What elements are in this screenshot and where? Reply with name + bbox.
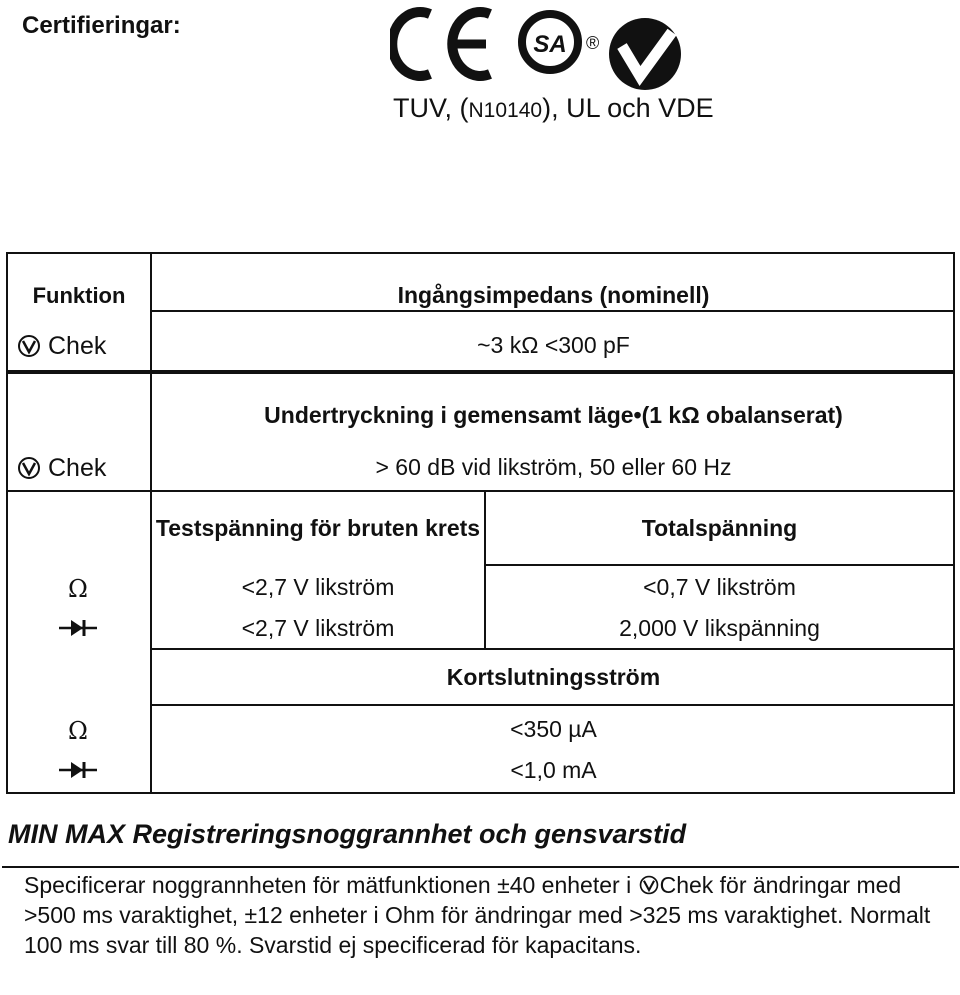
diode-total-value: 2,000 V likspänning [619, 615, 820, 642]
csa-mark-text: SA [533, 31, 567, 58]
short-circuit-header: Kortslutningsström [446, 664, 661, 691]
ohm-open-circuit-value: <2,7 V likström [241, 574, 395, 601]
function-header: Funktion [32, 282, 126, 308]
ohm-icon: Ω [68, 717, 88, 746]
diode-icon-cell [48, 610, 108, 646]
vchek-function-cell [8, 324, 150, 368]
diode-icon [57, 759, 99, 781]
registered-icon: ® [586, 33, 600, 53]
input-impedance-table [6, 252, 955, 372]
certifications-text: TUV, (N10140), UL och VDE [393, 93, 714, 123]
vchek-icon [16, 333, 42, 359]
minmax-paragraph: Specificerar noggrannheten för mätfunktionen ±40 enheter i Chek för ändringar med >500 ms varaktighet, ±12 enheter i Ohm för ändringar med >325 ms varaktighet. Normalt 100 ms svar till 80 %. Svarstid ej specificerad för kapacitans. [24, 872, 931, 958]
ohm-short-circuit-value: <350 µA [510, 716, 597, 743]
rejection-value: > 60 dB vid likström, 50 eller 60 Hz [375, 454, 732, 481]
ce-mark-icon [392, 12, 490, 76]
rejection-test-table [6, 372, 955, 794]
diode-open-circuit-value: <2,7 V likström [241, 615, 395, 642]
open-circuit-header: Testspänning för bruten krets [155, 515, 481, 542]
impedance-header: Ingångsimpedans (nominell) [397, 282, 710, 309]
minmax-title: MIN MAX Registreringsnoggrannhet och gensvarstid [8, 819, 687, 849]
vchek-function-cell-2 [8, 446, 150, 490]
csa-mark-icon [522, 14, 578, 70]
c-tick-mark-icon [609, 18, 681, 90]
diode-icon-cell-2 [48, 752, 108, 788]
ohm-total-value: <0,7 V likström [643, 574, 796, 601]
diode-icon [57, 617, 99, 639]
vchek-label-2: Chek [48, 453, 107, 482]
diode-short-circuit-value: <1,0 mA [510, 757, 597, 784]
vchek-icon [638, 874, 660, 896]
rejection-header: Undertryckning i gemensamt läge•(1 kΩ obalanserat) [264, 402, 843, 429]
impedance-value: ~3 kΩ <300 pF [477, 332, 630, 359]
vchek-icon [16, 455, 42, 481]
certifications-label: Certifieringar: [22, 12, 181, 39]
ohm-icon: Ω [68, 575, 88, 604]
total-voltage-header: Totalspänning [641, 515, 798, 542]
vchek-label: Chek [48, 331, 107, 360]
certification-logos [390, 4, 690, 94]
